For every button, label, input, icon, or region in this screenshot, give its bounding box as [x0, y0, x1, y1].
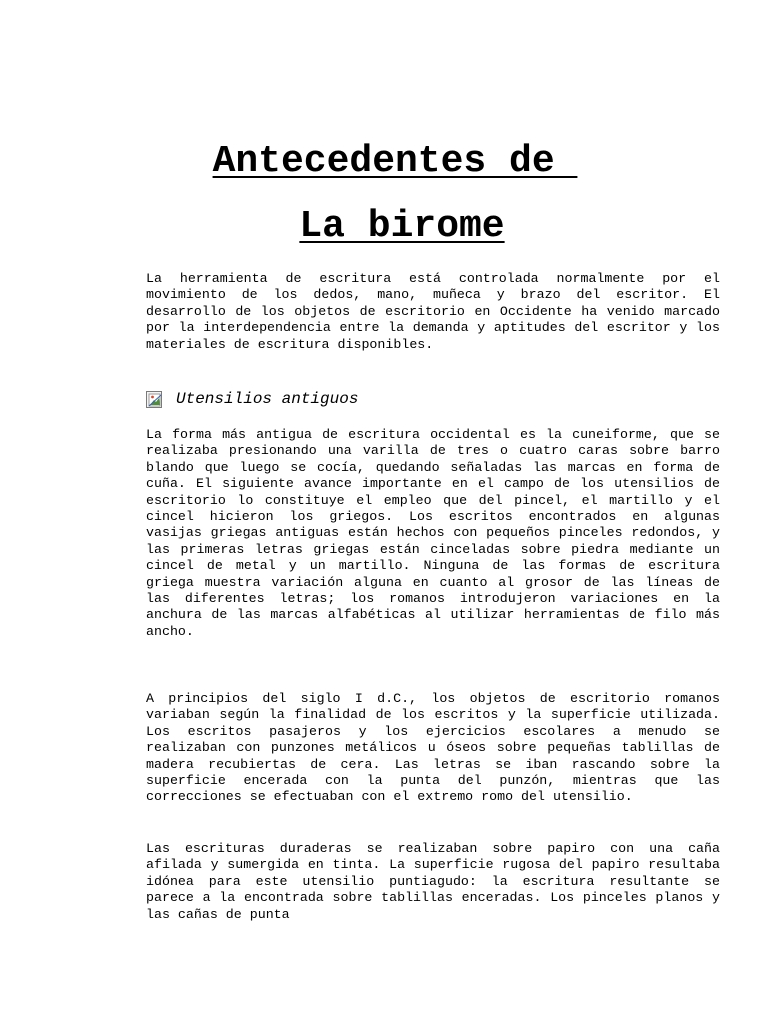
intro-paragraph: La herramienta de escritura está controlada normalmente por el movimiento de los dedos, mano, muñeca y brazo del escritor. El desarrollo de los objetos de escritorio en Occidente ha venido marcado por la interdependencia entre la demanda y aptitudes del escritor y los materiales de escritura disponibles.: [146, 271, 720, 352]
paragraph-block-1: [146, 427, 720, 640]
paragraph: A principios del siglo I d.C., los objetos de escritorio romanos variaban según la finalidad de los escritos y la superficie utilizada. Los escritos pasajeros y los ejercicios escolares a menudo se realizaban con punzones metálicos u óseos sobre pequeñas tablillas de madera recubiertas de cera. Las letras se iban rascando sobre la superficie encerada con la punta del punzón, mientras que las correcciones se efectuaban con el extremo romo del utensilio.: [146, 691, 720, 805]
paragraph-block-2: [146, 691, 720, 806]
title-text-2: La birome: [299, 205, 505, 248]
section-title: Utensilios antiguos: [176, 390, 359, 408]
page-title-line-2: [0, 205, 768, 249]
title-text-1: Antecedentes de: [212, 140, 578, 183]
broken-image-icon: [146, 391, 162, 408]
intro-block: [146, 271, 720, 353]
paragraph: Las escrituras duraderas se realizaban sobre papiro con una caña afilada y sumergida en tinta. La superficie rugosa del papiro resultaba idónea para este utensilio puntiagudo: la escritura resultante se parece a la encontrada sobre tablillas enceradas. Los pinceles planos y las cañas de punta: [146, 841, 720, 922]
paragraph-block-3: [146, 841, 720, 923]
paragraph: La forma más antigua de escritura occidental es la cuneiforme, que se realizaba presionando una varilla de tres o cuatro caras sobre barro blando que luego se cocía, quedando señaladas las marcas en forma de cuña. El siguiente avance importante en el campo de los utensilios de escritorio lo constituye el empleo que del pincel, el martillo y el cincel hicieron los griegos. Los escritos encontrados en algunas vasijas griegas antiguas están hechos con pequeños pinceles redondos, y las primeras letras griegas están cinceladas sobre piedra mediante un cincel de metal y un martillo. Ninguna de las formas de escritura griega muestra variación alguna en cuanto al grosor de las líneas de las diferentes letras; los romanos introdujeron variaciones en la anchura de las marcas alfabéticas al utilizar herramientas de filo más ancho.: [146, 427, 720, 639]
section-heading: [146, 386, 720, 412]
page-title-line-1: [0, 140, 768, 184]
